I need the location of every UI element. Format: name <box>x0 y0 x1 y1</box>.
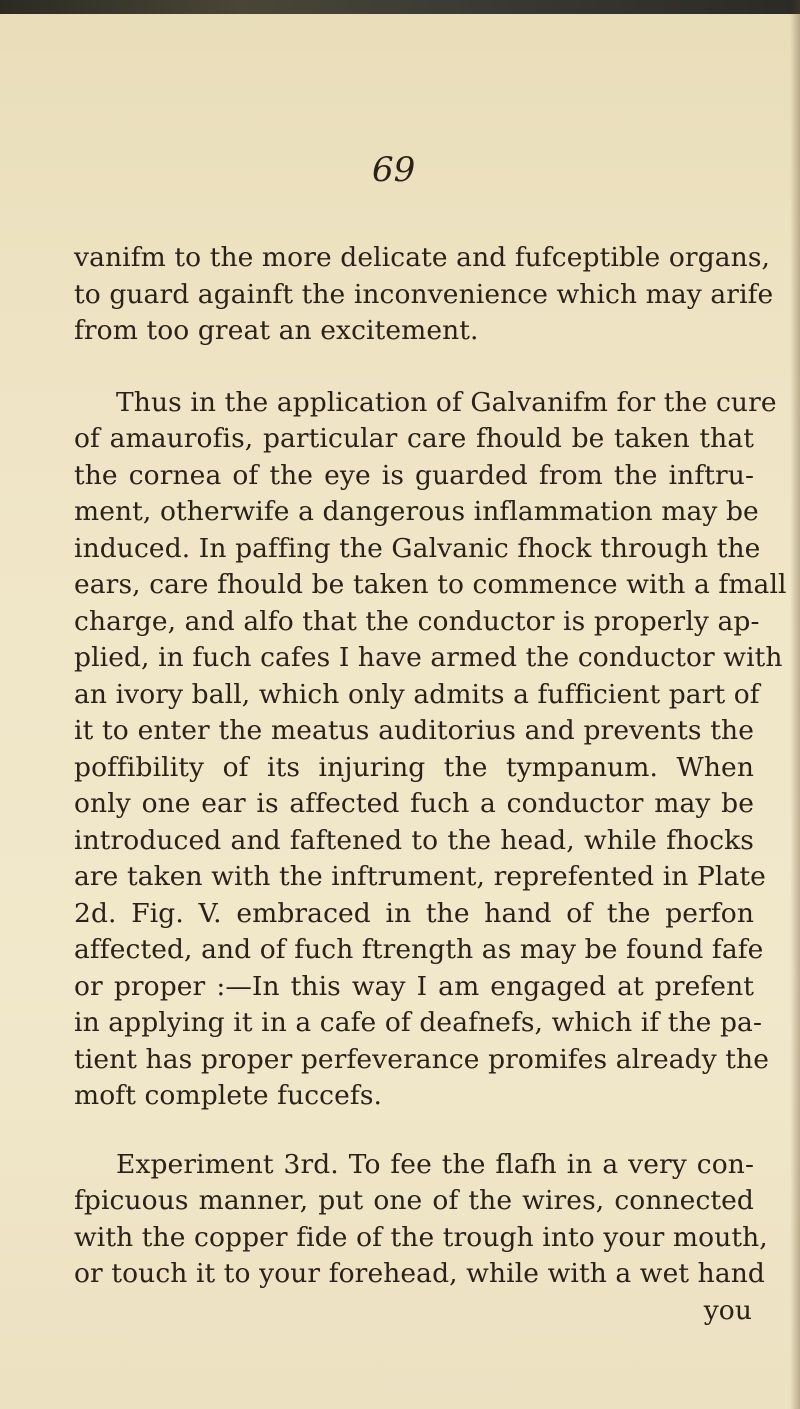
text-line: or proper :—In this way I am engaged at prefent <box>74 970 754 1002</box>
text-line: induced. In paffing the Galvanic fhock through the <box>74 532 761 564</box>
text-line: tient has proper perfeverance promifes already the <box>74 1043 769 1075</box>
text-line: are taken with the inftrument, reprefented in Plate <box>74 861 766 892</box>
text-line: or touch it to your forehead, while with a wet hand <box>74 1258 765 1289</box>
text-line: the cornea of the eye is guarded from the inftru- <box>74 459 754 491</box>
text-line: to guard againft the inconvenience which may arife <box>74 278 774 310</box>
text-line: charge, and alfo that the conductor is properly ap- <box>74 605 760 637</box>
text-line: vanifm to the more delicate and fufceptible organs, <box>74 242 771 273</box>
text-line: fpicuous manner, put one of the wires, connected <box>74 1185 754 1216</box>
text-line: ment, otherwife a dangerous inflammation may be <box>74 496 759 527</box>
paragraph-3 <box>74 1147 768 1330</box>
paragraph-2 <box>74 385 787 1115</box>
text-line: in applying it in a cafe of deafnefs, which if the pa- <box>74 1007 763 1038</box>
text-line: affected, and of fuch ftrength as may be found fafe <box>74 934 764 965</box>
text-line: 2d. Fig. V. embraced in the hand of the perfon <box>74 897 754 929</box>
page-gutter-shadow <box>790 0 800 1409</box>
page-number: 69 <box>372 150 416 190</box>
catchword: you <box>703 1294 752 1326</box>
text-line: only one ear is affected fuch a conductor may be <box>74 788 754 819</box>
text-line: of amaurofis, particular care fhould be taken that <box>74 423 754 454</box>
page-top-edge <box>0 0 800 14</box>
text-line: with the copper fide of the trough into your mouth, <box>74 1221 768 1253</box>
text-line: poffibility of its injuring the tympanum. When <box>74 751 754 783</box>
text-line: plied, in fuch cafes I have armed the conductor with <box>74 642 783 673</box>
text-line: introduced and faftened to the head, while fhocks <box>74 824 754 856</box>
body-text <box>74 240 787 1329</box>
text-line: ears, care fhould be taken to commence with a fmall <box>74 569 787 600</box>
text-line: Experiment 3rd. To fee the flafh in a very con- <box>116 1148 754 1180</box>
text-line: moft complete fuccefs. <box>74 1080 383 1111</box>
paragraph-1 <box>74 240 774 350</box>
text-line: it to enter the meatus auditorius and prevents the <box>74 715 754 746</box>
text-line: Thus in the application of Galvanifm for the cure <box>116 386 777 418</box>
text-line: from too great an excitement. <box>74 315 479 346</box>
text-line: an ivory ball, which only admits a fufficient part of <box>74 678 760 710</box>
